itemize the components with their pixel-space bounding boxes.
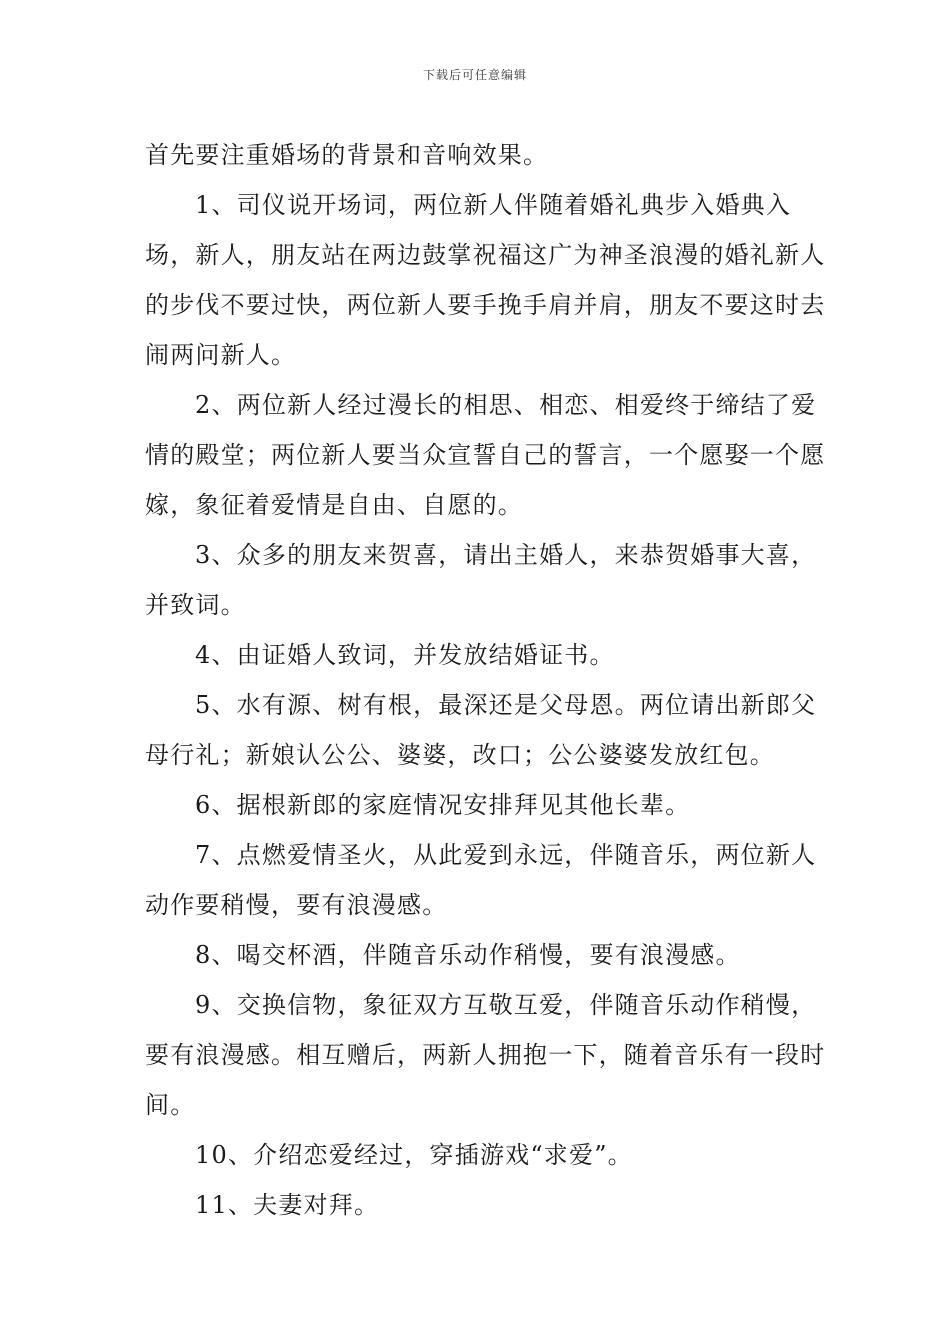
- paragraph-step-8: 8、喝交杯酒，伴随音乐动作稍慢，要有浪漫感。: [195, 941, 741, 969]
- paragraph-step-2: 2、两位新人经过漫长的相思、相恋、相爱终于缔结了爱情的殿堂；两位新人要当众宣誓自己的誓言，一个愿娶一个愿嫁，象征着爱情是自由、自愿的。: [145, 391, 826, 519]
- paragraph-step-11: 11、夫妻对拜。: [195, 1191, 380, 1219]
- paragraph-intro: 首先要注重婚场的背景和音响效果。: [145, 141, 549, 169]
- paragraph-step-7: 7、点燃爱情圣火，从此爱到永远，伴随音乐，两位新人动作要稍慢，要有浪漫感。: [145, 841, 817, 919]
- paragraph-step-9: 9、交换信物，象征双方互敬互爱，伴随音乐动作稍慢，要有浪漫感。相互赠后，两新人拥抱一下，随着音乐有一段时间。: [145, 991, 826, 1119]
- document-body: [145, 130, 835, 1230]
- paragraph-step-5: 5、水有源、树有根，最深还是父母恩。两位请出新郎父母行礼；新娘认公公、婆婆，改口；公公婆婆发放红包。: [145, 691, 817, 769]
- paragraph-step-1: 1、司仪说开场词，两位新人伴随着婚礼典步入婚典入场，新人，朋友站在两边鼓掌祝福这广为神圣浪漫的婚礼新人的步伐不要过快，两位新人要手挽手肩并肩，朋友不要这时去闹两问新人。: [145, 191, 826, 369]
- paragraph-step-3: 3、众多的朋友来贺喜，请出主婚人，来恭贺婚事大喜，并致词。: [145, 541, 817, 619]
- paragraph-step-4: 4、由证婚人致词，并发放结婚证书。: [195, 641, 615, 669]
- page-header: 下载后可任意编辑: [422, 68, 527, 82]
- paragraph-step-6: 6、据根新郎的家庭情况安排拜见其他长辈。: [195, 791, 691, 819]
- paragraph-step-10: 10、介绍恋爱经过，穿插游戏“求爱”。: [195, 1141, 633, 1169]
